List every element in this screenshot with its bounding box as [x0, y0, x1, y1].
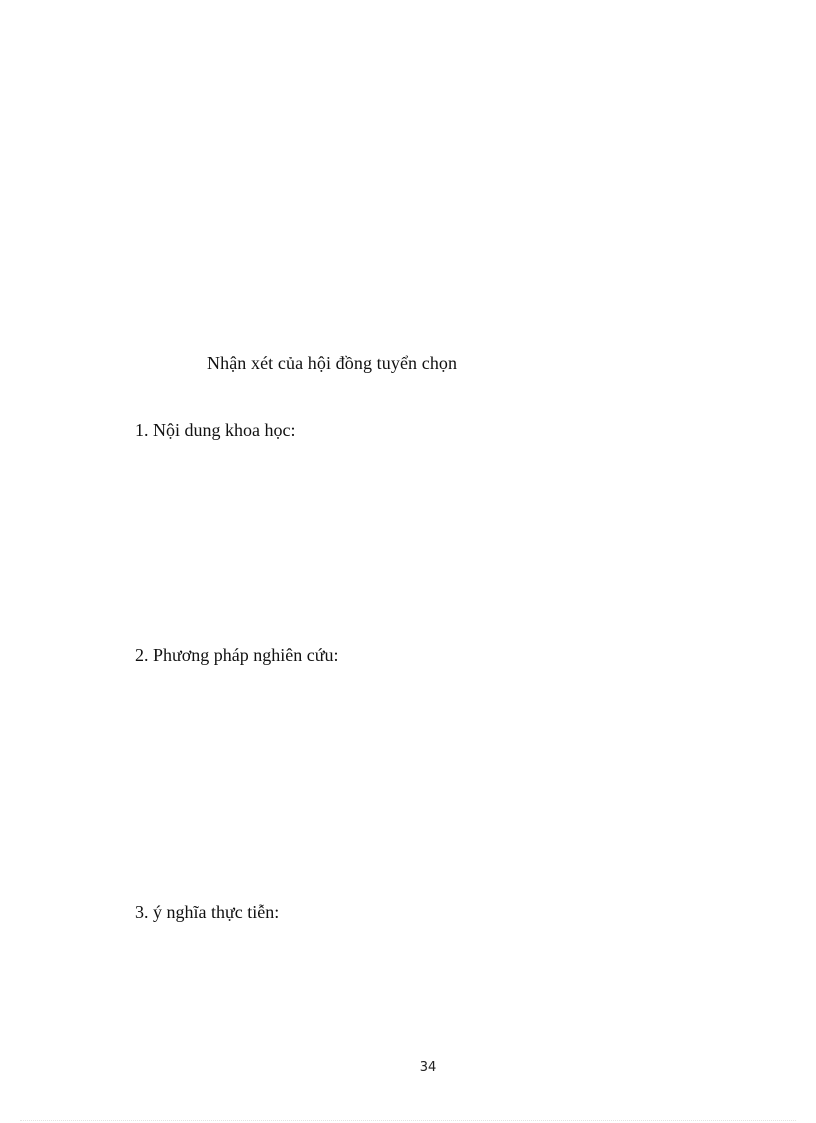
section-heading-scientific-content: 1. Nội dung khoa học: [135, 420, 296, 440]
page-title: Nhận xét của hội đồng tuyển chọn [207, 353, 458, 373]
section-heading-practical-significance: 3. ý nghĩa thực tiễn: [135, 902, 280, 922]
page-bottom-divider [20, 1120, 796, 1121]
page-number: 34 [419, 1060, 437, 1075]
section-heading-research-method: 2. Phương pháp nghiên cứu: [135, 645, 339, 665]
